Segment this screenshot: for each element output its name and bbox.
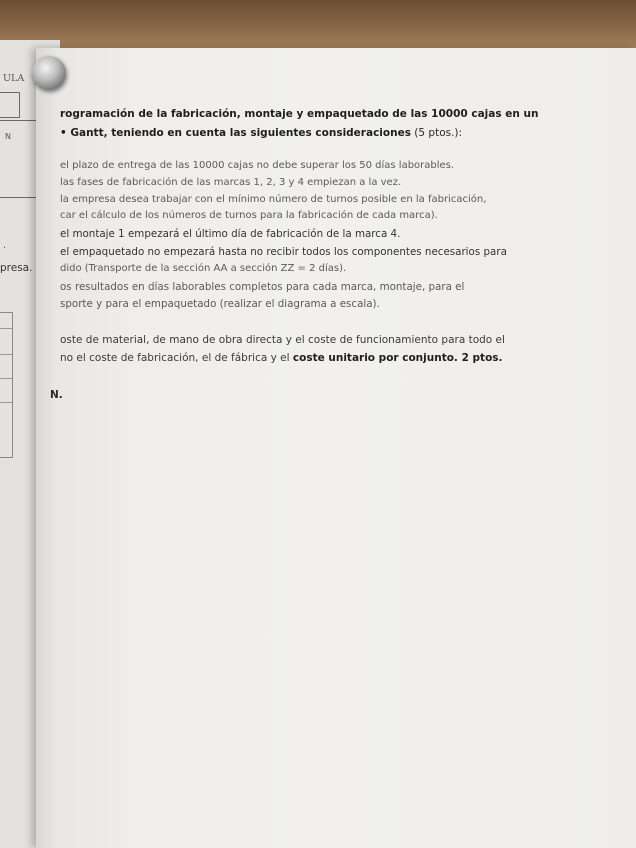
intro-line-2 [60, 127, 462, 139]
consideration-item: el empaquetado no empezará hasta no recibir todos los componentes necesarios para [60, 246, 507, 258]
table-fragment [0, 312, 13, 458]
table-row-4 [0, 402, 12, 403]
cost-line-2-bold: coste unitario por conjunto. 2 ptos. [292, 352, 503, 364]
staple [32, 56, 66, 90]
intro-line-1 [60, 108, 538, 120]
section-marker: N. [50, 389, 63, 401]
n-fragment: N [5, 132, 11, 141]
cost-line-1: oste de material, de mano de obra directa y el coste de funcionamiento para todo el [60, 334, 505, 346]
intro-line-1-text: rogramación de la fabricación, montaje y empaquetado de las 10000 cajas en un [60, 108, 539, 120]
cost-line-2 [60, 352, 503, 364]
table-row-1 [0, 328, 12, 329]
info-box [0, 120, 37, 198]
header-fragment: ULA [3, 73, 25, 84]
consideration-item: la empresa desea trabajar con el mínimo número de turnos posible en la fabricación, [60, 194, 487, 205]
cost-line-2-plain: no el coste de fabricación, el de fábrica y el [60, 352, 290, 364]
presa-fragment: presa. [0, 262, 33, 274]
consideration-item: os resultados en días laborables completos para cada marca, montaje, para el [60, 281, 465, 293]
dot-fragment: . [3, 240, 7, 251]
name-box [0, 92, 20, 118]
consideration-item: sporte y para el empaquetado (realizar el diagrama a escala). [60, 298, 380, 310]
consideration-item: el montaje 1 empezará el último día de fabricación de la marca 4. [60, 228, 401, 240]
consideration-item: el plazo de entrega de las 10000 cajas no debe superar los 50 días laborables. [60, 160, 455, 171]
consideration-item: dido (Transporte de la sección AA a sección ZZ = 2 días). [60, 263, 347, 274]
intro-line-2-text: • Gantt, teniendo en cuenta las siguientes consideraciones [60, 127, 411, 139]
consideration-item: las fases de fabricación de las marcas 1, 2, 3 y 4 empiezan a la vez. [60, 177, 402, 188]
consideration-item: car el cálculo de los números de turnos para la fabricación de cada marca). [60, 210, 438, 221]
table-row-2 [0, 354, 12, 355]
table-row-3 [0, 378, 12, 379]
intro-points: (5 ptos.): [414, 127, 463, 139]
